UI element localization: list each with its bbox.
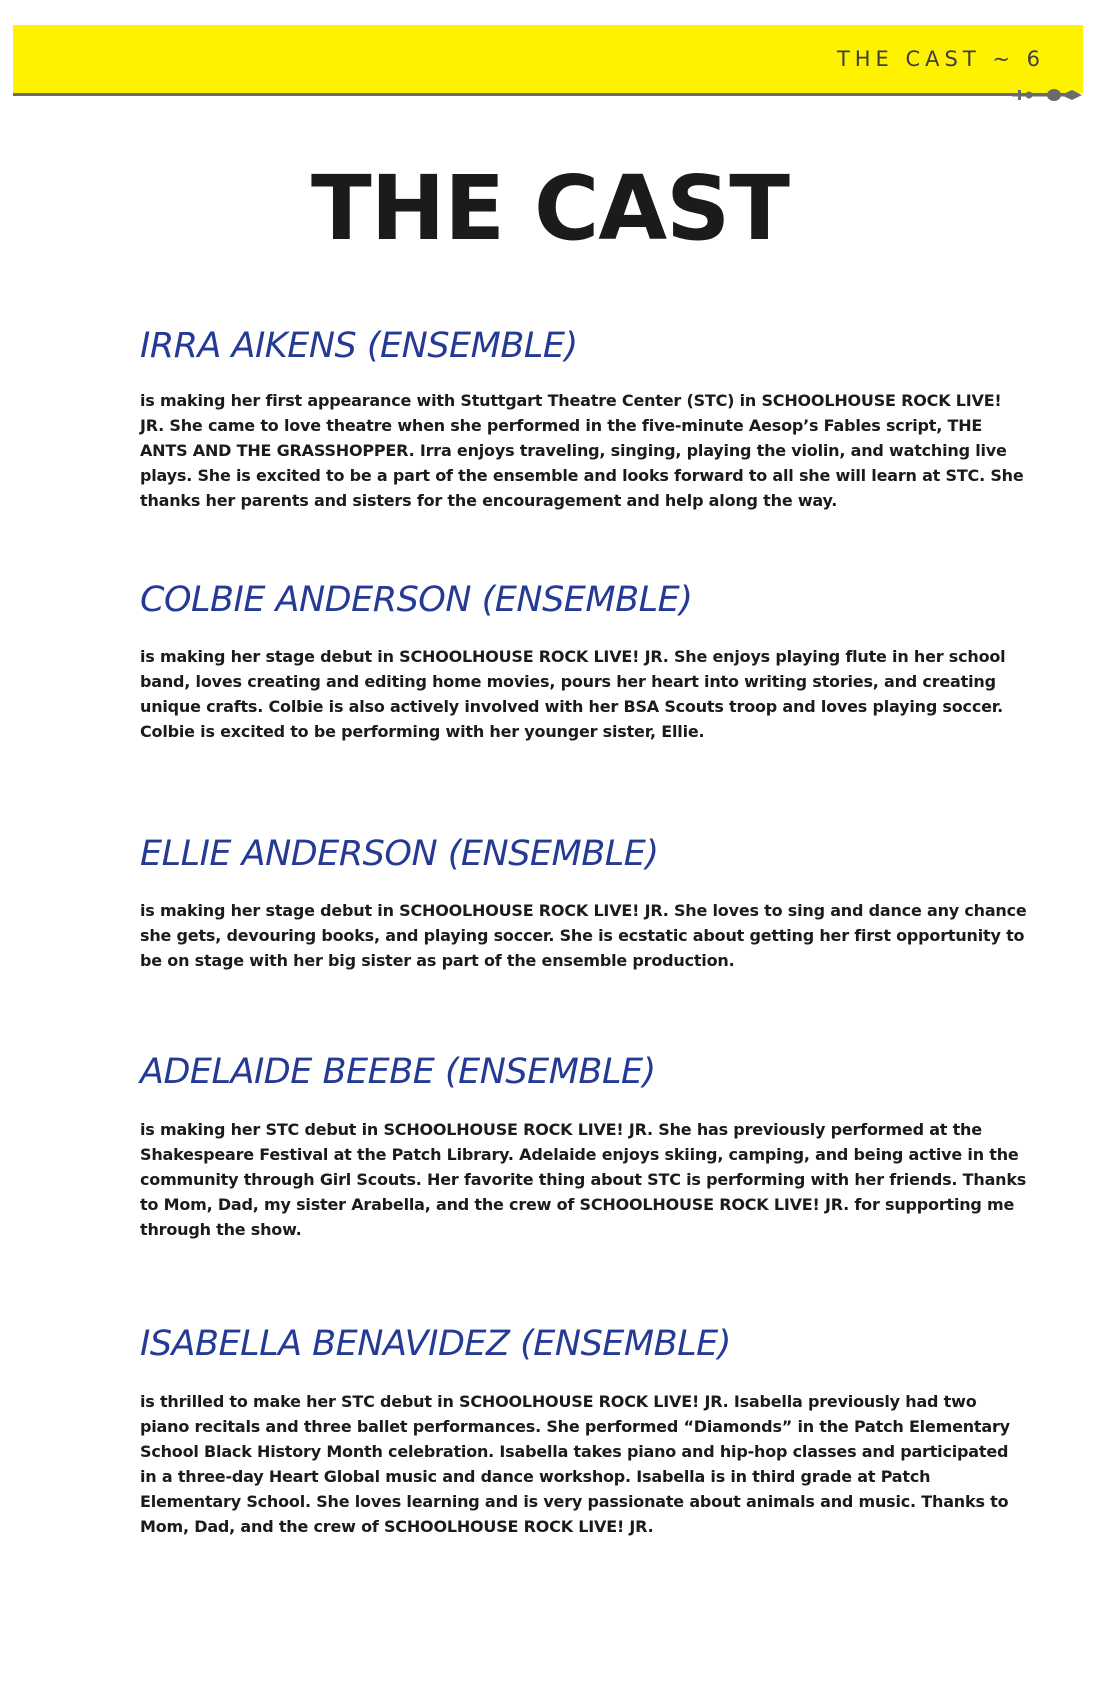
cast-name: ADELAIDE BEEBE (ENSEMBLE) xyxy=(140,1052,656,1092)
cast-name: ELLIE ANDERSON (ENSEMBLE) xyxy=(140,834,659,874)
header-rule xyxy=(13,93,1071,96)
cast-bio: is making her stage debut in SCHOOLHOUSE ROCK LIVE! JR. She loves to sing and dance any chance she gets, devouring books, and playing soccer. She is ecstatic about getting her first opportunity to be on stage with her big sister as part of the ensemble production. xyxy=(140,901,1027,970)
cast-bio: is making her STC debut in SCHOOLHOUSE ROCK LIVE! JR. She has previously performed at the Shakespeare Festival at the Patch Library. Adelaide enjoys skiing, camping, and being active in the community through Girl Scouts. Her favorite thing about STC is performing with her friends. Thanks to Mom, Dad, my sister Arabella, and the crew of SCHOOLHOUSE ROCK LIVE! JR. for supporting me through the show. xyxy=(140,1120,1027,1239)
cast-bio: is making her stage debut in SCHOOLHOUSE ROCK LIVE! JR. She enjoys playing flute in her school band, loves creating and editing home movies, pours her heart into writing stories, and creating unique crafts. Colbie is also actively involved with her BSA Scouts troop and loves playing soccer. Colbie is excited to be performing with her younger sister, Ellie. xyxy=(140,647,1006,741)
cast-bio: is thrilled to make her STC debut in SCHOOLHOUSE ROCK LIVE! JR. Isabella previously had two piano recitals and three ballet performances. She performed “Diamonds” in the Patch Elementary School Black History Month celebration. Isabella takes piano and hip-hop classes and participated in a three-day Heart Global music and dance workshop. Isabella is in third grade at Patch Elementary School. She loves learning and is very passionate about animals and music. Thanks to Mom, Dad, and the crew of SCHOOLHOUSE ROCK LIVE! JR. xyxy=(140,1392,1010,1536)
cast-name: COLBIE ANDERSON (ENSEMBLE) xyxy=(140,580,693,620)
header-band xyxy=(13,25,1083,93)
ornament-icon xyxy=(1012,86,1084,104)
page-title: THE CAST xyxy=(311,156,789,260)
cast-name: IRRA AIKENS (ENSEMBLE) xyxy=(140,326,578,366)
section-label: THE CAST ~ 6 xyxy=(836,47,1045,71)
cast-bio: is making her first appearance with Stuttgart Theatre Center (STC) in SCHOOLHOUSE ROCK LIVE! JR. She came to love theatre when she performed in the five-minute Aesop’s Fables script, THE ANTS AND THE GRASSHOPPER. Irra enjoys traveling, singing, playing the violin, and watching live plays. She is excited to be a part of the ensemble and looks forward to all she will learn at STC. She thanks her parents and sisters for the encouragement and help along the way. xyxy=(140,391,1024,510)
cast-name: ISABELLA BENAVIDEZ (ENSEMBLE) xyxy=(140,1324,731,1364)
